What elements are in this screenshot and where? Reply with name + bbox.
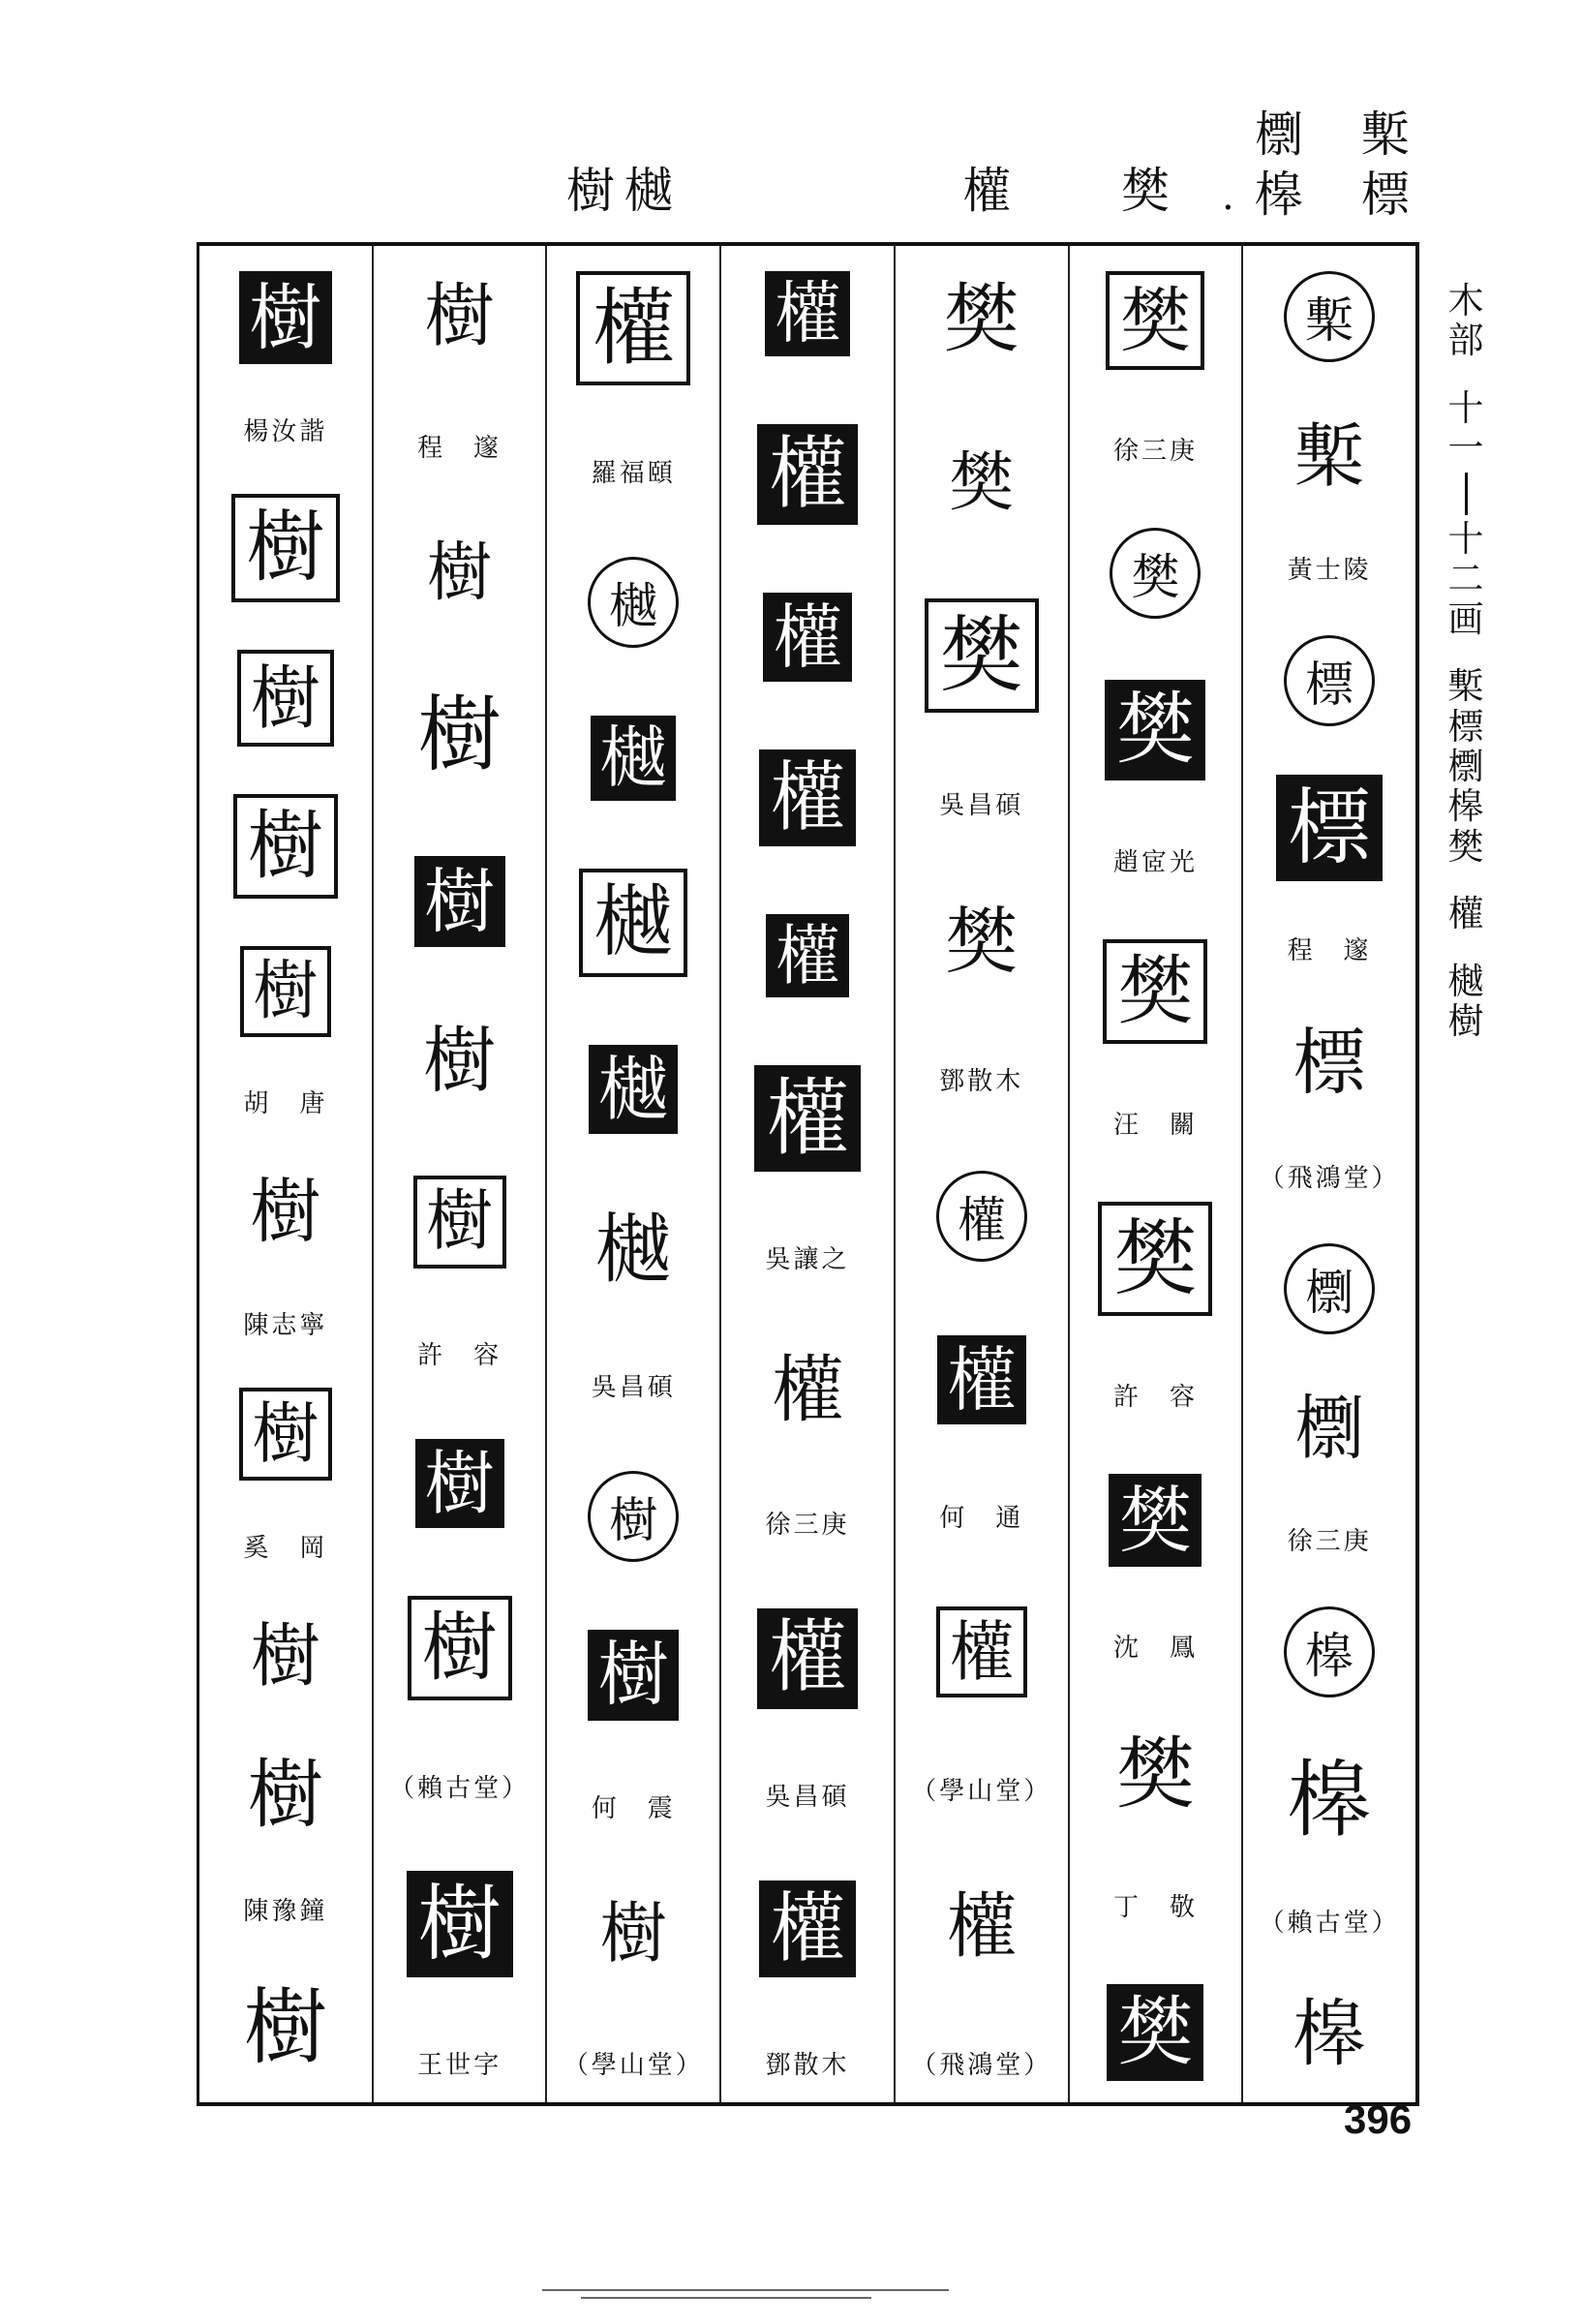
stroke-char: 十 [1447,517,1484,560]
seal-impression: 權 [771,1347,844,1433]
seal-impression: 樹 [413,1176,506,1269]
circled-head-char: 樊 [1110,528,1201,619]
seal-impression: 樹 [239,271,332,364]
circled-head-char: 權 [936,1171,1027,1262]
seal-impression: 樊 [1106,271,1204,370]
seal-impression: 槧 [1294,414,1365,497]
header-char-quan: 權 [962,163,1020,219]
seal-column [1070,246,1244,2102]
stroke-char: 一 [1447,427,1484,470]
stroke-char: 画 [1447,597,1484,640]
seal-column [896,246,1070,2102]
seal-column [547,246,721,2102]
seal-impression: 樹 [239,1388,332,1481]
seal-impression: 樊 [1115,1729,1195,1821]
carver-attribution: 許 容 [417,1341,502,1371]
index-char: 標 [1447,705,1484,748]
seal-impression: 樊 [1098,1202,1212,1316]
circled-head-char: 樾 [588,557,679,648]
seal-impression: 樹 [231,494,340,602]
seal-impression: 樹 [427,535,493,610]
seal-impression: 樹 [240,946,331,1037]
seal-impression: 樊 [949,444,1015,521]
seal-impression: 樹 [250,1171,321,1254]
seal-impression: 樊 [925,598,1039,713]
stroke-char: 十 [1447,386,1484,429]
carver-attribution: 何 通 [939,1503,1024,1533]
carver-attribution: 吳昌碩 [939,791,1024,821]
header-pair-top: 檦 槧 [1255,107,1431,163]
carver-attribution: 許 容 [1112,1383,1198,1413]
carver-attribution: （學山堂） [563,2050,704,2080]
radical-char: 部 [1447,320,1484,362]
index-char: 樊 [1447,825,1484,868]
radical-char: 木 [1447,280,1484,321]
carver-attribution: 徐三庚 [1112,437,1198,467]
seal-impression: 權 [765,271,850,356]
seal-impression: 權 [757,1608,858,1709]
page-number: 396 [1344,2096,1413,2142]
seal-impression: 樊 [945,898,1019,984]
seal-impression: 樹 [417,687,502,784]
seal-impression: 權 [763,593,852,682]
seal-impression: 樊 [1109,1474,1202,1567]
carver-attribution: 徐三庚 [1287,1527,1372,1557]
seal-column [199,246,374,2102]
carver-attribution: （賴古堂） [1259,1908,1400,1938]
seal-impression: 樊 [1107,1984,1203,2081]
circled-head-char: 槔 [1284,1606,1375,1697]
circled-head-char: 槧 [1284,271,1375,362]
seal-impression: 權 [937,1335,1026,1424]
seal-impression: 樹 [424,275,495,356]
carver-attribution: 鄧散木 [939,1067,1024,1097]
seal-impression: 樊 [1105,680,1205,780]
seal-impression: 標 [1276,775,1383,881]
index-char: 權 [1447,893,1484,935]
carver-attribution: 吳讓之 [765,1245,850,1275]
carver-attribution: 徐三庚 [765,1510,850,1540]
seal-impression: 權 [766,914,849,997]
carver-attribution: 鄧散木 [765,2050,850,2080]
carver-attribution: 吳昌碩 [765,1782,850,1812]
seal-impression: 樹 [408,1596,512,1700]
seal-column [1243,246,1415,2102]
header-pair-bottom: 槔 標 [1255,167,1431,223]
seal-impression: 樹 [599,1895,667,1973]
seal-impression: 樊 [1103,939,1207,1044]
carver-attribution: 王世字 [417,2051,502,2080]
carver-attribution: 胡 唐 [243,1089,328,1119]
section-sidebar [1431,281,1501,1042]
seal-impression: 樹 [414,856,505,947]
carver-attribution: 陳志寧 [243,1310,328,1340]
scan-speck [542,2289,949,2291]
circled-head-char: 標 [1284,635,1375,726]
seal-impression: 權 [936,1606,1027,1697]
seal-column [374,246,548,2102]
seal-impression: 檦 [1294,1387,1365,1469]
seal-impression: 樾 [591,716,676,801]
seal-impression: 權 [757,424,858,525]
seal-impression: 樾 [589,1045,678,1134]
carver-attribution: 程 邃 [417,433,502,463]
seal-impression: 權 [576,271,690,385]
seal-impression: 權 [759,1881,856,1977]
seal-impression: 樹 [233,794,338,899]
header-dot: . [1222,174,1234,219]
seal-impression: 樾 [579,869,687,977]
seal-impression: 樹 [237,650,334,747]
seal-impression: 權 [759,749,856,846]
seal-impression: 槔 [1293,1991,1366,2077]
carver-attribution: 汪 關 [1112,1110,1198,1140]
seal-impression: 槔 [1288,1752,1372,1850]
carver-attribution: 奚 岡 [243,1534,328,1564]
carver-attribution: 丁 敬 [1112,1892,1198,1922]
circled-head-char: 檦 [1284,1243,1375,1334]
carver-attribution: （學山堂） [911,1777,1052,1807]
stroke-char: 二 [1447,558,1484,600]
seal-impression: 權 [754,1065,861,1172]
index-char: 樹 [1447,1000,1484,1043]
seal-impression: 樹 [423,1018,497,1104]
index-char: 檦 [1447,745,1484,787]
index-char: 槔 [1447,785,1484,828]
seal-impression: 樹 [250,1614,320,1697]
seal-impression: 樊 [943,276,1019,363]
carver-attribution: （賴古堂） [389,1773,531,1803]
carver-attribution: 沈 鳳 [1112,1634,1198,1664]
seal-impression: 樾 [595,1207,672,1295]
seal-column [721,246,896,2102]
seal-impression: 標 [1293,1019,1366,1105]
index-char: 樾 [1447,960,1484,1002]
circled-head-char: 樹 [588,1471,679,1562]
carver-attribution: 吳昌碩 [591,1372,676,1402]
seal-impression: 樹 [407,1871,513,1977]
carver-attribution: 黃士陵 [1287,555,1372,585]
carver-attribution: 趙宧光 [1112,847,1198,877]
seal-impression: 權 [946,1884,1018,1968]
header-char-fan: 樊 [1121,163,1179,219]
seal-impression: 樹 [243,1978,327,2076]
carver-attribution: 何 震 [591,1793,676,1823]
carver-attribution: 陳豫鐘 [243,1897,328,1927]
seal-impression: 樹 [415,1439,504,1528]
seal-impression: 樹 [588,1630,679,1721]
seal-impression: 樹 [247,1752,323,1840]
range-dash [1465,473,1468,515]
header-chars-left: 樹樾 [566,163,683,219]
scan-speck [581,2297,871,2299]
seal-grid [197,242,1419,2106]
carver-attribution: （飛鴻堂） [1259,1163,1400,1193]
carver-attribution: 羅福頤 [591,459,676,489]
carver-attribution: 楊汝諧 [243,416,328,446]
carver-attribution: 程 邃 [1287,936,1372,966]
carver-attribution: （飛鴻堂） [911,2050,1052,2080]
index-char: 槧 [1447,665,1484,708]
